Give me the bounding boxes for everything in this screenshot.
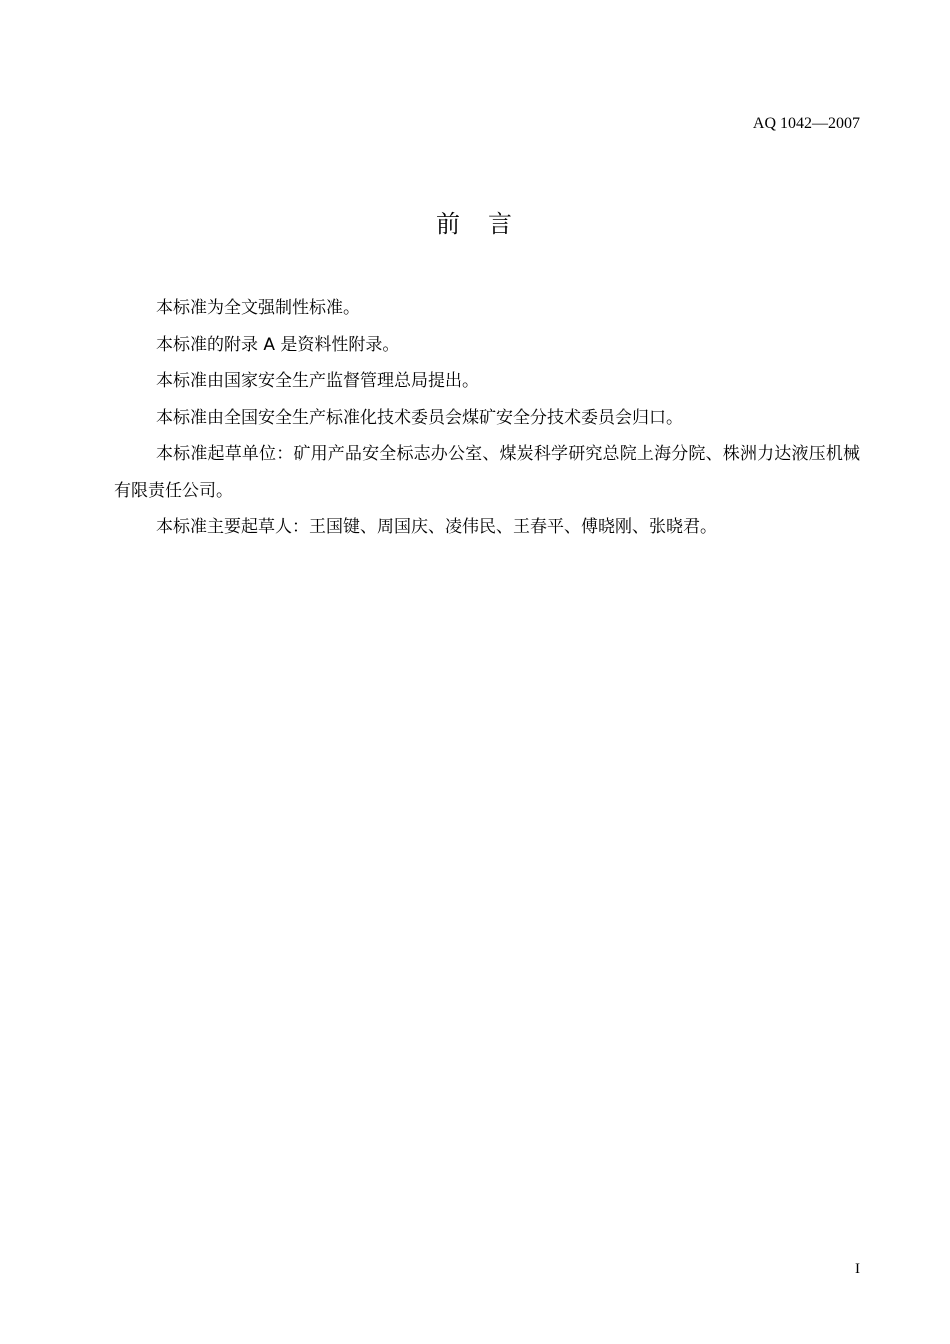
foreword-body <box>114 290 860 546</box>
document-code: AQ 1042—2007 <box>752 115 860 132</box>
paragraph-administered-by: 本标准由全国安全生产标准化技术委员会煤矿安全分技术委员会归口。 <box>156 407 683 428</box>
paragraph-mandatory-standard: 本标准为全文强制性标准。 <box>156 298 360 318</box>
paragraph-drafters: 本标准主要起草人：王国键、周国庆、凌伟民、王春平、傅晓刚、张晓君。 <box>156 517 717 537</box>
paragraph-drafting-units: 本标准起草单位：矿用产品安全标志办公室、煤炭科学研究总院上海分院、株洲力达液压机械有限责任公司。 <box>114 444 860 501</box>
paragraph-proposed-by: 本标准由国家安全生产监督管理总局提出。 <box>156 371 479 391</box>
page-number: I <box>855 1261 860 1277</box>
page-title: 前 言 <box>436 210 514 238</box>
paragraph-appendix-note: 本标准的附录 A 是资料性附录。 <box>156 334 400 355</box>
